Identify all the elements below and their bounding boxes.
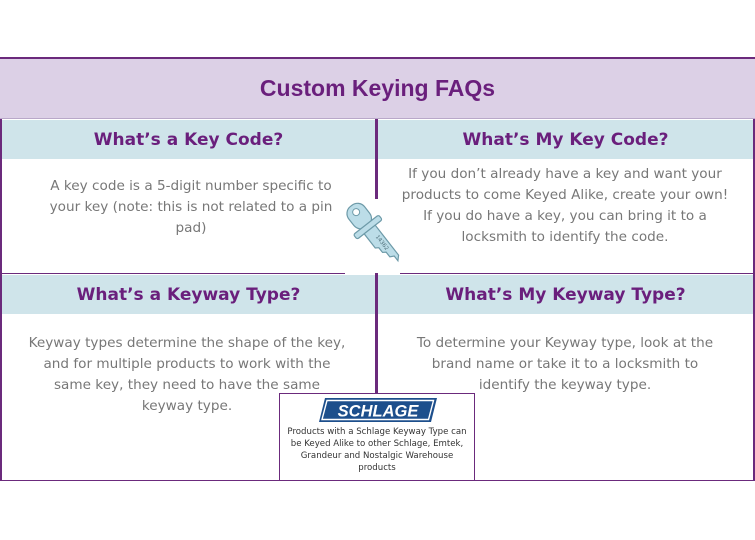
section-body-keyway-type: Keyway types determine the shape of the key, and for multiple products to work with the same key, they need to have the same keyway type. [28, 335, 346, 414]
section-body-my-key-code: If you don’t already have a key and want your products to come Keyed Alike, create your own! If you do have a key, you can bring it to a locksmith to identify the code. [401, 166, 729, 245]
schlage-logo [317, 396, 439, 424]
middle-divider-right [400, 273, 753, 274]
center-divider-top [375, 119, 378, 199]
schlage-note: Products with a Schlage Keyway Type can be Keyed Alike to other Schlage, Emtek, Grandeur and Nostalgic Warehouse products [287, 427, 467, 473]
section-header-key-code: What’s a Key Code? [2, 120, 375, 159]
section-header-my-key-code: What’s My Key Code? [378, 120, 753, 159]
section-header-my-keyway-type: What’s My Keyway Type? [378, 275, 753, 314]
key-code-label: 14362 [373, 234, 390, 252]
middle-divider-left [2, 273, 345, 274]
schlage-logo-text: SCHLAGE [337, 402, 419, 421]
key-icon [344, 196, 404, 274]
center-divider-bottom [375, 273, 378, 393]
section-header-keyway-type: What’s a Keyway Type? [2, 275, 375, 314]
title-bar [0, 59, 755, 119]
section-body-key-code: A key code is a 5-digit number specific to your key (note: this is not related to a pin pad) [49, 178, 333, 236]
page-title: Custom Keying FAQs [259, 75, 496, 101]
section-body-my-keyway-type: To determine your Keyway type, look at the brand name or take it to a locksmith to identify the keyway type. [416, 335, 714, 393]
